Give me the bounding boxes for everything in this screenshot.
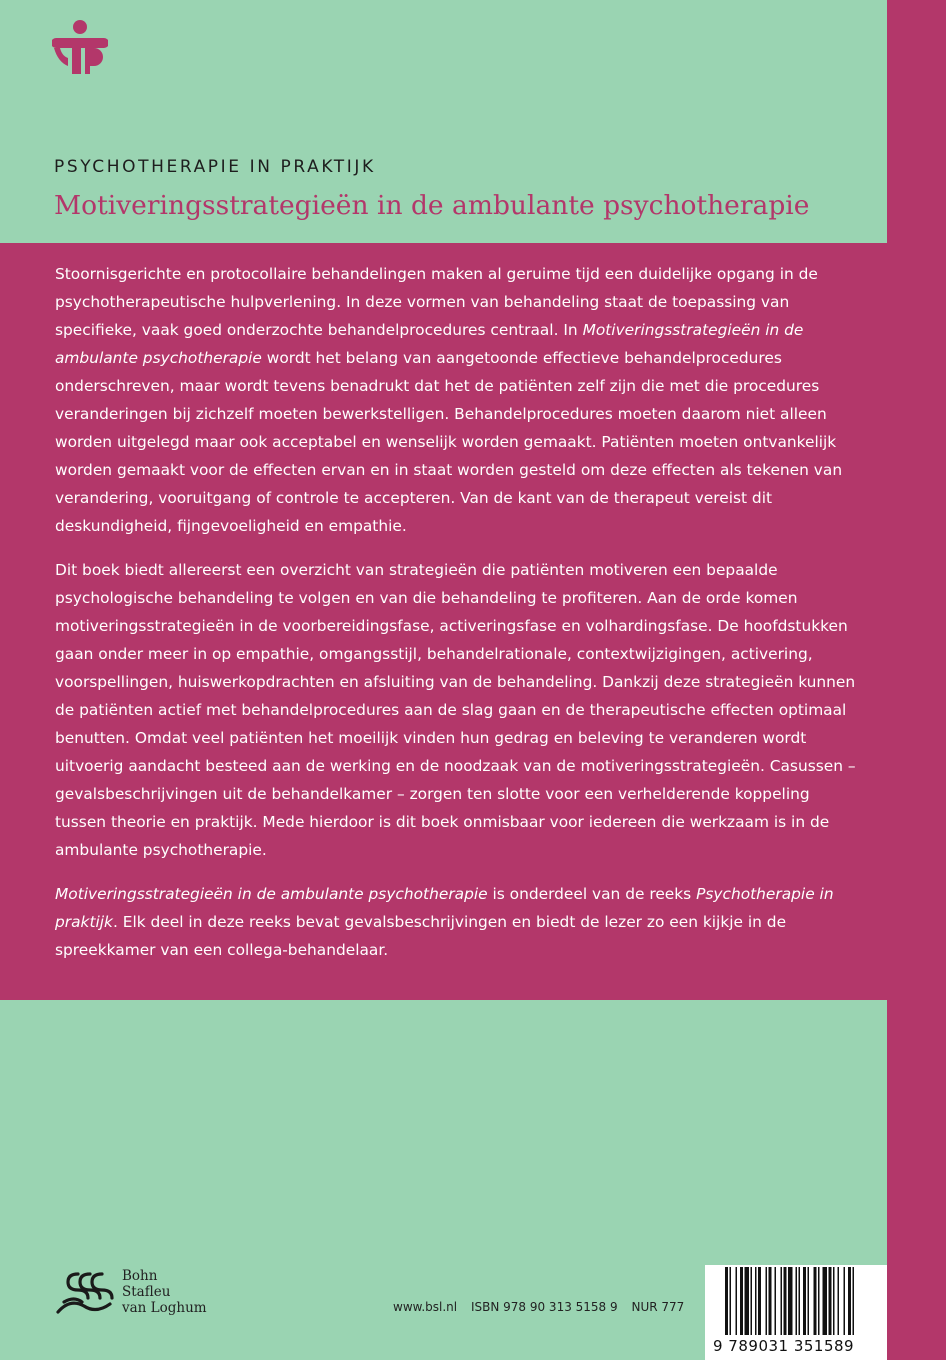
series-name: PSYCHOTHERAPIE IN PRAKTIJK	[54, 157, 376, 177]
publisher-name: Bohn Stafleu van Loghum	[122, 1268, 207, 1316]
publisher-url[interactable]: www.bsl.nl	[393, 1300, 458, 1314]
publisher-emblem-icon	[54, 1268, 116, 1318]
barcode-bars-icon	[705, 1265, 887, 1337]
description-text	[55, 260, 863, 980]
paragraph-1: Stoornisgerichte en protocollaire behandelingen maken al geruime tijd een duidelijke opgang in de psychotherapeutische hulpverlening. In deze vormen van behandeling staat de toepassing van specifieke, vaak goed onderzochte behandelprocedures centraal. In Motiveringsstrategieën in de ambulante psychotherapie wordt het belang van aangetoonde effectieve behandelprocedures onderschreven, maar wordt tevens benadrukt dat het de patiënten zelf zijn die met die procedures veranderingen bij zichzelf moeten bewerkstelligen. Behandelprocedures moeten daarom niet alleen worden uitgelegd maar ook acceptabel en wenselijk worden gemaakt. Patiënten moeten ontvankelijk worden gemaakt voor de effecten ervan en in staat worden gesteld om deze effecten als tekenen van verandering, vooruitgang of controle te accepteren. Van de kant van de therapeut vereist dit deskundigheid, fijngevoeligheid en empathie.	[55, 265, 843, 535]
spine-stripe	[887, 0, 946, 1360]
series-logo-icon	[52, 18, 108, 78]
imprint-line	[393, 1300, 694, 1314]
publisher-logo	[54, 1268, 254, 1328]
isbn: ISBN 978 90 313 5158 9	[470, 1300, 618, 1314]
paragraph-2: Dit boek biedt allereerst een overzicht van strategieën die patiënten motiveren een bepaalde psychologische behandeling te volgen en van die behandeling te profiteren. Aan de orde komen motiveringsstrategieën in de voorbereidingsfase, activeringsfase en volhardingsfase. De hoofdstukken gaan onder meer in op empathie, omgangsstijl, behandelrationale, contextwijzigingen, activering, voorspellingen, huiswerkopdrachten en afsluiting van de behandeling. Dankzij deze strategieën kunnen de patiënten actief met behandelprocedures aan de slag gaan en de therapeutische effecten optimaal benutten. Omdat veel patiënten het moeilijk vinden hun gedrag en beleving te veranderen wordt uitvoerig aandacht besteed aan de werking en de noodzaak van de motiveringsstrategieën. Casussen – gevalsbeschrijvingen uit de behandelkamer – zorgen ten slotte voor een verhelderende koppeling tussen theorie en praktijk. Mede hierdoor is dit boek onmisbaar voor iedereen die werkzaam is in de ambulante psychotherapie.	[55, 561, 856, 859]
barcode	[705, 1265, 887, 1360]
barcode-digits: 9 789031 351589	[713, 1337, 855, 1355]
nur-code: NUR 777	[631, 1300, 685, 1314]
book-title: Motiveringsstrategieën in de ambulante psychotherapie	[54, 190, 810, 221]
paragraph-3: Motiveringsstrategieën in de ambulante psychotherapie is onderdeel van de reeks Psychotherapie in praktijk. Elk deel in deze reeks bevat gevalsbeschrijvingen en biedt de lezer zo een kijkje in de spreekkamer van een collega-behandelaar.	[55, 885, 834, 959]
